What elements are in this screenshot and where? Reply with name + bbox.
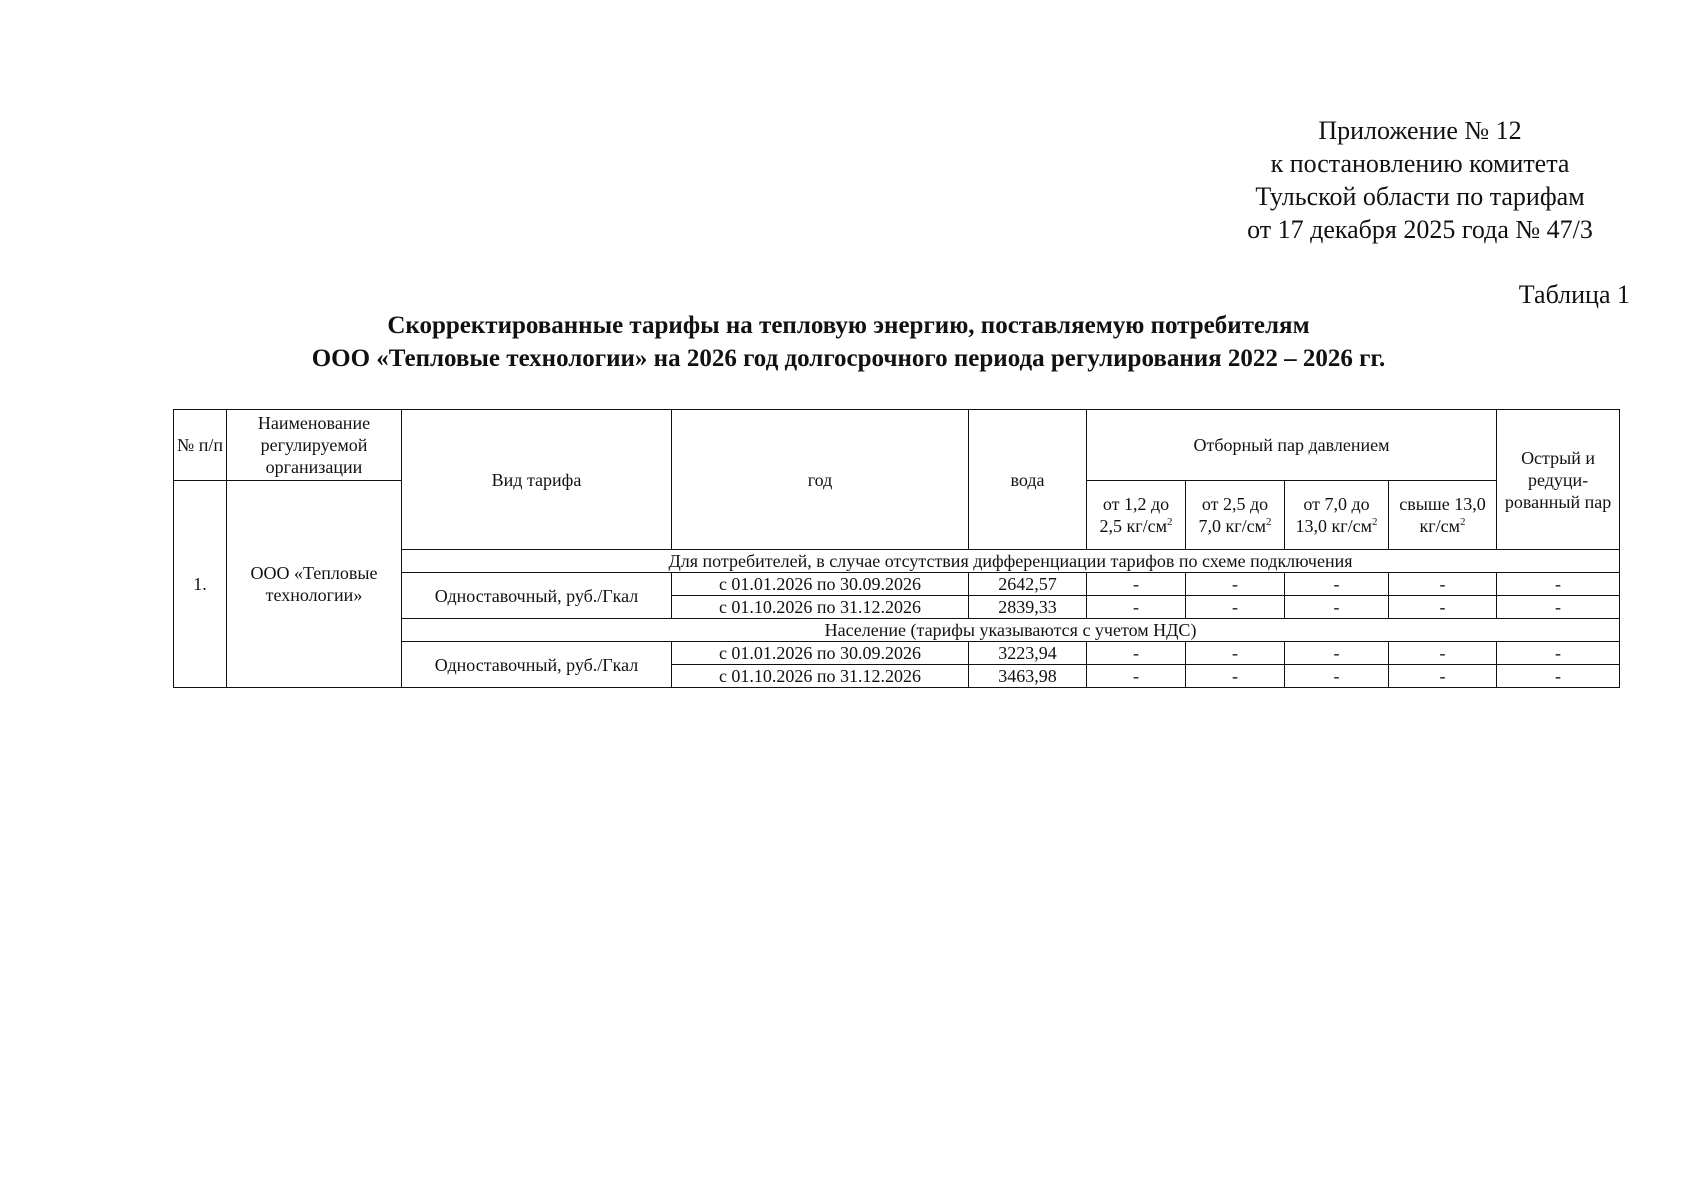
header-water: вода	[969, 410, 1087, 550]
header-steam-1: от 1,2 до 2,5 $кг/см^2$	[1087, 481, 1186, 550]
steam-3-value: -	[1285, 665, 1389, 688]
steam-4-value: -	[1389, 596, 1497, 619]
steam-2-value: -	[1186, 573, 1285, 596]
tariff-type-cell: Одноставочный, руб./Гкал	[402, 642, 672, 688]
steam-1-value: -	[1087, 665, 1186, 688]
table-label: Таблица 1	[1518, 280, 1630, 309]
period-cell: с 01.10.2026 по 31.12.2026	[672, 596, 969, 619]
appendix-number: Приложение № 12	[1318, 116, 1522, 145]
appendix-date: от 17 декабря 2025 года № 47/3	[1247, 215, 1593, 244]
title-line-2: ООО «Тепловые технологии» на 2026 год долгосрочного периода регулирования 2022 – 2026 гг.	[311, 345, 1386, 372]
steam-2-value: -	[1186, 642, 1285, 665]
section-title: Для потребителей, в случае отсутствия дифференциации тарифов по схеме подключения	[402, 550, 1620, 573]
steam-3-value: -	[1285, 642, 1389, 665]
title-line-1: Скорректированные тарифы на тепловую энергию, поставляемую потребителям	[387, 312, 1310, 339]
header-num: № п/п	[174, 410, 227, 481]
appendix-block	[1210, 114, 1630, 246]
header-org-name: Наименование регулируемой организации	[227, 410, 402, 481]
tariff-type-cell: Одноставочный, руб./Гкал	[402, 573, 672, 619]
steam-4-value: -	[1389, 642, 1497, 665]
tariffs-table	[173, 409, 1620, 688]
appendix-committee: Тульской области по тарифам	[1255, 182, 1585, 211]
steam-2-value: -	[1186, 665, 1285, 688]
water-value: 3223,94	[969, 642, 1087, 665]
header-steam-2: от 2,5 до 7,0 $кг/см^2$	[1186, 481, 1285, 550]
sharp-steam-value: -	[1497, 642, 1620, 665]
row-number: 1.	[174, 481, 227, 688]
steam-1-value: -	[1087, 642, 1186, 665]
water-value: 2839,33	[969, 596, 1087, 619]
document-title	[0, 309, 1697, 375]
header-tariff-type: Вид тарифа	[402, 410, 672, 550]
steam-2-value: -	[1186, 596, 1285, 619]
steam-1-value: -	[1087, 573, 1186, 596]
steam-3-value: -	[1285, 596, 1389, 619]
period-cell: с 01.10.2026 по 31.12.2026	[672, 665, 969, 688]
organization-name: ООО «Тепловые технологии»	[227, 481, 402, 688]
header-steam-group: Отборный пар давлением	[1087, 410, 1497, 481]
steam-4-value: -	[1389, 665, 1497, 688]
header-steam-3: от 7,0 до 13,0 $кг/см^2$	[1285, 481, 1389, 550]
sharp-steam-value: -	[1497, 596, 1620, 619]
appendix-resolution: к постановлению комитета	[1270, 149, 1570, 178]
sharp-steam-value: -	[1497, 573, 1620, 596]
header-year: год	[672, 410, 969, 550]
sharp-steam-value: -	[1497, 665, 1620, 688]
header-steam-4: свыше 13,0 $кг/см^2$	[1389, 481, 1497, 550]
section-title: Население (тарифы указываются с учетом НДС)	[402, 619, 1620, 642]
steam-3-value: -	[1285, 573, 1389, 596]
period-cell: с 01.01.2026 по 30.09.2026	[672, 573, 969, 596]
water-value: 3463,98	[969, 665, 1087, 688]
steam-1-value: -	[1087, 596, 1186, 619]
period-cell: с 01.01.2026 по 30.09.2026	[672, 642, 969, 665]
header-sharp-steam: Острый и редуци-рованный пар	[1497, 410, 1620, 550]
water-value: 2642,57	[969, 573, 1087, 596]
steam-4-value: -	[1389, 573, 1497, 596]
